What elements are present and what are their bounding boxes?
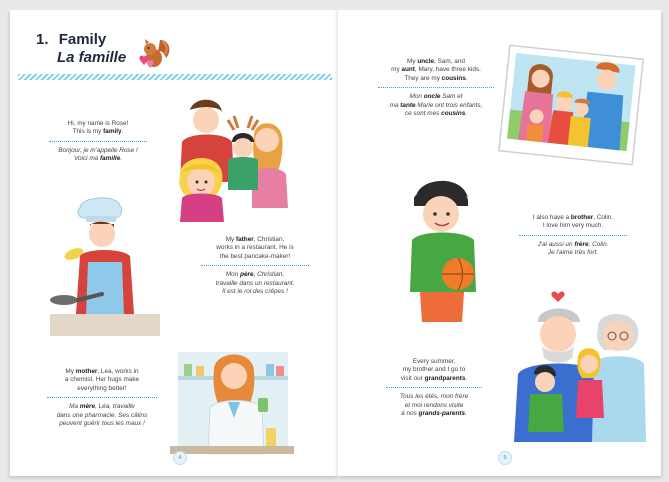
grandparents-hug-illustration [498, 292, 648, 452]
keyword: grandparents [424, 374, 466, 382]
line: My [65, 368, 76, 375]
text-block-grandparents [382, 358, 486, 418]
keyword: oncle [423, 93, 441, 101]
english-text [518, 214, 628, 231]
brother-basketball-illustration [402, 170, 494, 324]
french-text [518, 241, 628, 258]
keyword: cousins [441, 74, 466, 82]
dotted-divider [49, 141, 147, 142]
section-title-fr: La famille [57, 49, 127, 66]
section-title-en: Family [58, 31, 107, 48]
line: peuvent guérir tous les maux ! [59, 420, 145, 428]
section-title [36, 31, 106, 48]
line: Mon [225, 271, 241, 279]
french-text [382, 393, 486, 418]
keyword: frère [574, 240, 589, 248]
line: my brother and I go to [402, 366, 466, 374]
father-chef-pancake-illustration [50, 196, 160, 336]
keyword: famille [100, 155, 121, 163]
line: Mon [409, 93, 424, 101]
dotted-divider [378, 87, 494, 88]
keyword: family [103, 128, 122, 136]
line: Hi, my name is Rose! [67, 120, 129, 127]
page-number: 5 [498, 451, 512, 465]
keyword: mère [79, 403, 96, 411]
keyword: cousins [441, 110, 466, 118]
line: dans une pharmacie. Ses câlins [56, 411, 148, 419]
heading-underline [18, 74, 332, 80]
text-block-father [196, 236, 314, 296]
french-text [196, 271, 314, 296]
line: , Léa, travaille [95, 403, 135, 411]
line: everything better! [77, 384, 127, 392]
keyword: père [240, 271, 254, 279]
line: , Colin. [588, 240, 609, 248]
line: . [465, 74, 468, 82]
page-number: 4 [173, 451, 187, 465]
line: J'ai aussi un [537, 240, 575, 248]
line: , Lea, works in [97, 368, 139, 375]
cousins-photo-illustration [498, 46, 644, 164]
line: Ma [69, 403, 80, 411]
line: ma [389, 101, 401, 109]
french-text [372, 93, 500, 118]
line: , Mary, have three kids. [414, 66, 481, 74]
line: This is my [72, 128, 104, 136]
line: Sam et [440, 93, 463, 101]
keyword: mother [75, 368, 98, 375]
line: visit our [400, 374, 425, 382]
line: I love him very much. [542, 222, 604, 230]
line: . [465, 374, 468, 382]
english-text [382, 358, 486, 383]
line: , Colin. [593, 214, 614, 221]
english-text [46, 120, 150, 137]
english-text [196, 236, 314, 261]
line: Marie ont trois enfants, [415, 101, 483, 109]
keyword: brother [570, 214, 594, 221]
line: travaille dans un restaurant. [215, 279, 295, 287]
line: My [225, 236, 236, 243]
line: . [121, 128, 124, 136]
english-text [44, 368, 160, 393]
line: Bonjour, je m'appelle Rose ! [58, 146, 138, 154]
text-block-brother [518, 214, 628, 258]
text-block-cousins [372, 58, 500, 118]
line: My [407, 58, 418, 65]
right-page [338, 10, 661, 476]
family-portrait-illustration [168, 90, 298, 222]
squirrel-hearts-icon [134, 34, 174, 74]
keyword: uncle [417, 58, 435, 65]
line: Il est le roi des crêpes ! [222, 288, 288, 296]
line: Every summer, [412, 358, 456, 365]
dotted-divider [386, 387, 482, 388]
english-text [372, 58, 500, 83]
line: , Christian, [253, 236, 285, 243]
line: a chemist. Her hugs make [64, 376, 140, 384]
keyword: tante [400, 101, 416, 109]
text-block-mother [44, 368, 160, 428]
section-number: 1. [36, 31, 49, 48]
line: à nos [401, 410, 419, 418]
line: , Sam, and [434, 58, 465, 65]
text-block-rose [46, 120, 150, 164]
line: Je l'aime très fort. [547, 249, 599, 257]
line: . [120, 155, 123, 163]
french-text [46, 147, 150, 164]
keyword: aunt [401, 66, 415, 74]
mother-pharmacist-illustration [170, 346, 294, 454]
line: . [465, 410, 467, 418]
line: Voici ma [73, 155, 100, 163]
left-page [10, 10, 338, 476]
french-text [44, 403, 160, 428]
line: the best pancake-maker! [219, 252, 291, 260]
dotted-divider [519, 235, 627, 236]
line: , Christian, [253, 271, 285, 279]
line: They are my [404, 74, 442, 82]
line: et moi rendons visite [404, 401, 464, 409]
line: Tous les étés, mon frère [399, 393, 469, 401]
line: ce sont mes [404, 110, 442, 118]
line: my [391, 66, 402, 74]
line: works in a restaurant. He is [216, 244, 294, 252]
dotted-divider [201, 265, 309, 266]
line: . [465, 110, 468, 118]
keyword: father [235, 236, 254, 243]
dotted-divider [47, 397, 157, 398]
line: I also have a [532, 214, 571, 221]
keyword: grands-parents [418, 410, 466, 418]
